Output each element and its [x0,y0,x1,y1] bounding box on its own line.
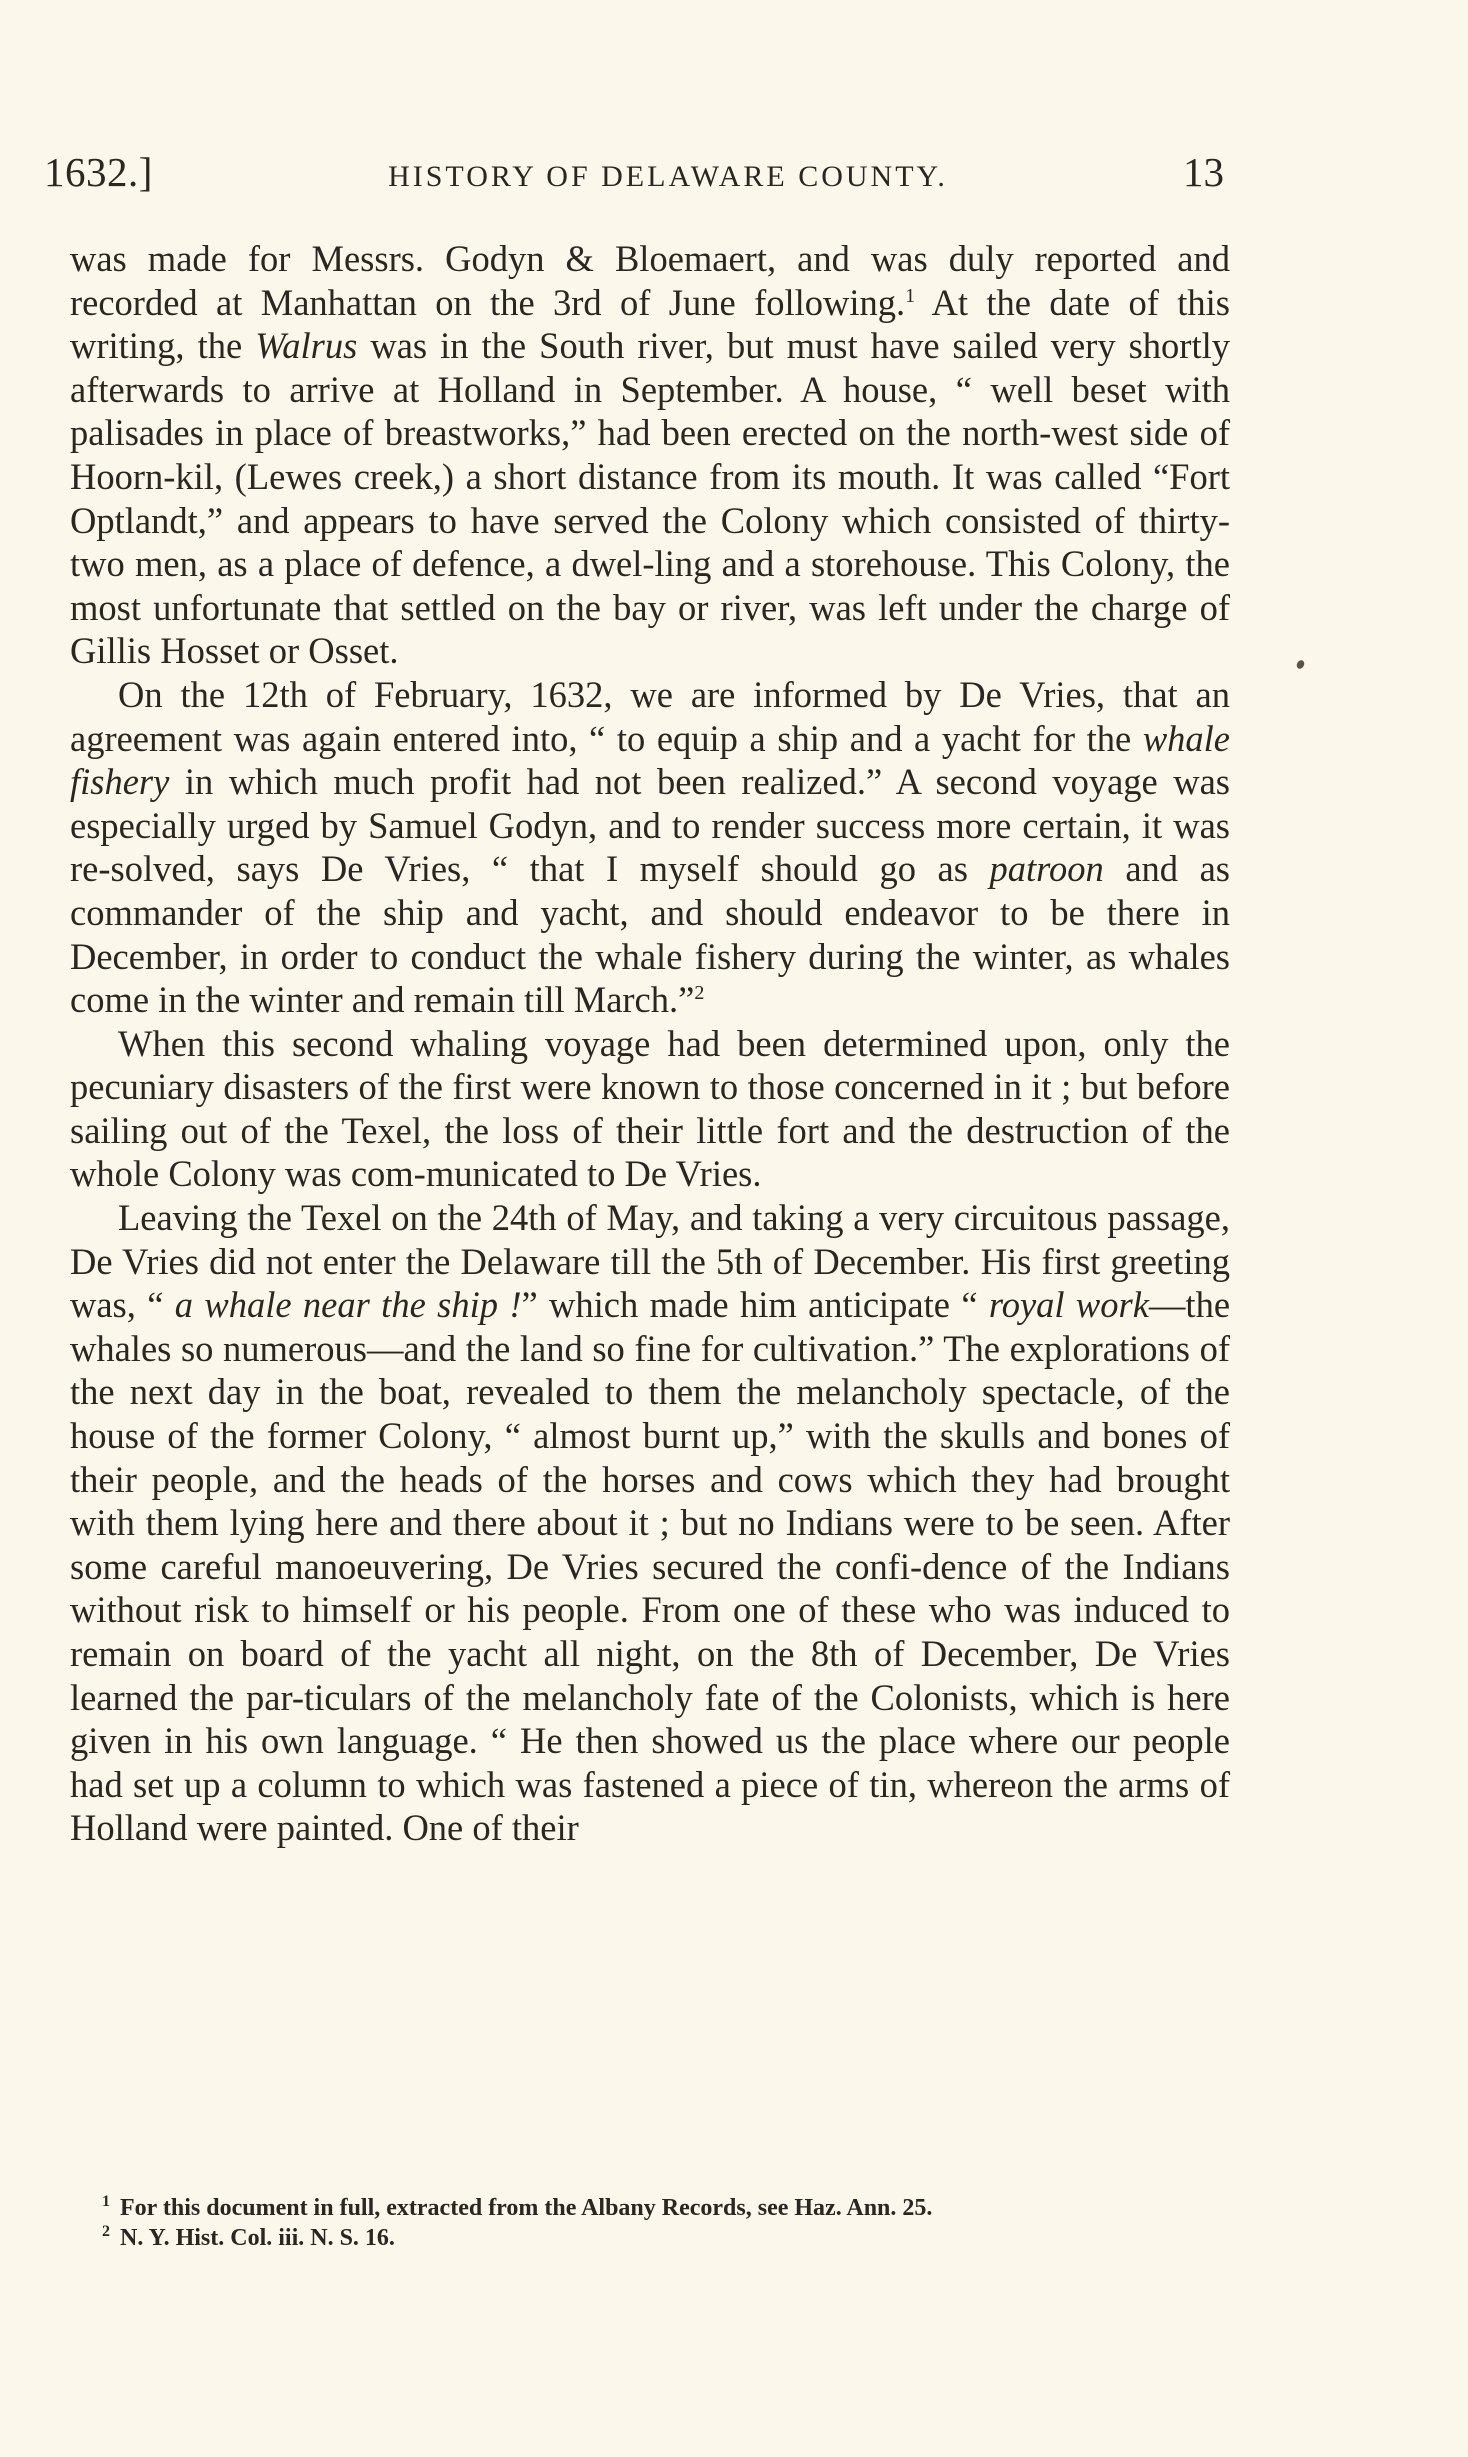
paragraph [70,237,1230,673]
text-run: When this second whaling voyage had been determined upon, only the pecuniary disasters of the first were known to those concerned in it ; but before sailing out of the Texel, the loss of their little fort and the destruction of the whole Colony was com-municated to De Vries. [70,1022,1230,1195]
text-run: was made for Messrs. Godyn & Bloemaert, and was duly reported and recorded at Manhattan on the 3rd of June following. [70,238,1230,323]
text-run: ” which made him anticipate “ [521,1284,989,1326]
footnote [102,2223,1230,2253]
footnotes [102,2193,1230,2253]
paragraph [70,673,1230,1022]
footnote [102,2193,1230,2223]
text-run: On the 12th of February, 1632, we are informed by De Vries, that an agreement was again entered into, “ to equip a ship and a yacht for the [70,673,1230,759]
ink-speck [1295,659,1306,670]
italic-text: whale fishery [70,717,1230,803]
text-run: and as commander of the ship and yacht, and should endeavor to be there in December, in order to conduct the whale fishery during the winter, as whales come in the winter and remain till March.” [70,848,1230,1021]
italic-text: Walrus [255,325,358,367]
running-head-title: HISTORY OF DELAWARE COUNTY. [388,160,948,193]
text-run: in which much profit had not been realized.” A second voyage was especially urged by Samuel Godyn, and to render success more certain, it was re-solved, says De Vries, “ that I myself should go as [70,761,1230,890]
text-run: At the date of this writing, the [70,281,1230,367]
text-run: —the whales so numerous—and the land so fine for cultivation.” The explorations of the next day in the boat, revealed to them the melancholy spectacle, of the house of the former Colony, “ almost burnt up,” with the skulls and bones of their people, and the heads of the horses and cows which they had brought with them lying here and there about it ; but no Indians were to be seen. After some careful manoeuvering, De Vries secured the confi-dence of the Indians without risk to himself or his people. From one of these who was induced to remain on board of the yacht all night, on the 8th of December, De Vries learned the par-ticulars of the melancholy fate of the Colonists, which is here given in his own language. “ He then showed us the place where our people had set up a column to which was fastened a piece of tin, whereon the arms of Holland were painted. One of their [70,1284,1231,1849]
page-number: 13 [1183,149,1224,195]
footnote-text: N. Y. Hist. Col. iii. N. S. 16. [120,2225,395,2251]
italic-text: a whale near the ship ! [174,1284,522,1326]
text-run: was in the South river, but must have sailed very shortly afterwards to arrive at Holland in September. A house, “ well beset with palisades in place of breastworks,” had been erected on the north-west side of Hoorn-kil, (Lewes creek,) a short distance from its mouth. It was called “Fort Optlandt,” and appears to have served the Colony which consisted of thirty-two men, as a place of defence, a dwel-ling and a storehouse. This Colony, the most unfortunate that settled on the bay or river, was left under the charge of Gillis Hosset or Osset. [70,325,1230,672]
running-header [44,148,1224,198]
paragraph [70,1022,1230,1196]
body-text [70,237,1230,1850]
footnote-text: For this document in full, extracted from the Albany Records, see Haz. Ann. 25. [120,2195,933,2221]
footnote-ref: 1 [905,284,916,307]
footnote-ref: 2 [694,981,705,1004]
text-run: Leaving the Texel on the 24th of May, and taking a very circuitous passage, De Vries did not enter the Delaware till the 5th of December. His first greeting was, “ [70,1197,1230,1326]
paragraph [70,1196,1230,1850]
footnote-mark: 2 [102,2223,110,2240]
header-year: 1632.] [44,149,153,195]
footnote-mark: 1 [102,2193,110,2210]
italic-text: royal work [988,1284,1149,1326]
italic-text: patroon [989,848,1104,890]
